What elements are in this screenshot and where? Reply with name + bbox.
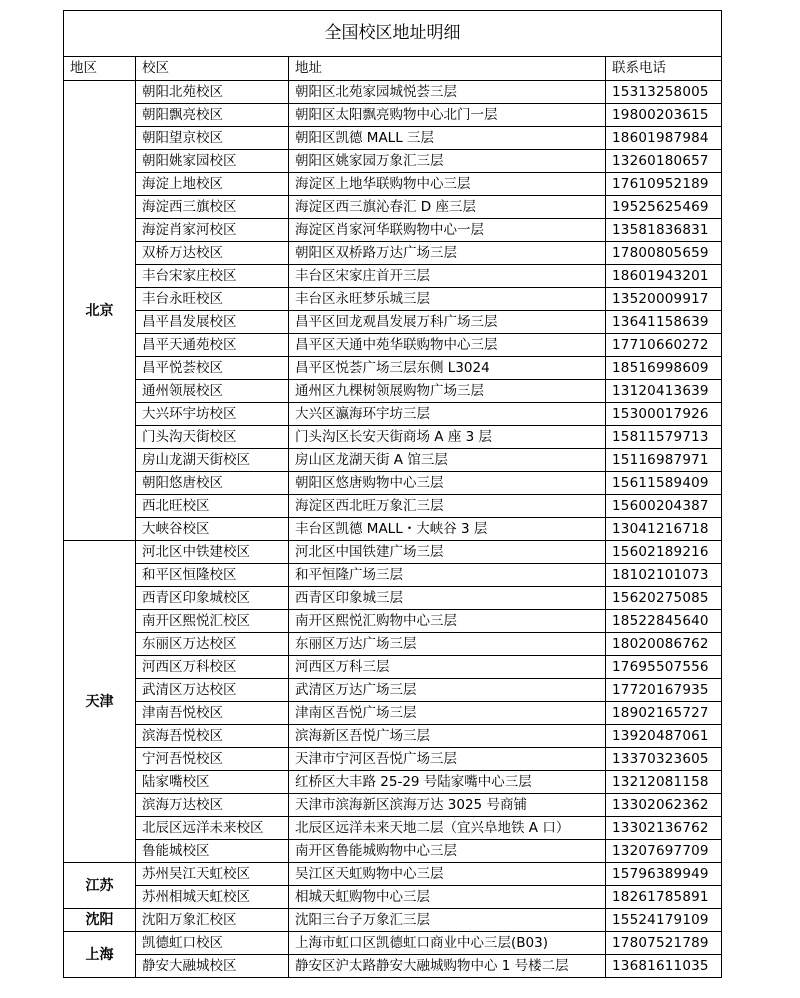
address-cell: 朝阳区太阳飘亮购物中心北门一层 [289, 104, 606, 127]
address-cell: 和平恒隆广场三层 [289, 564, 606, 587]
campus-cell: 双桥万达校区 [136, 242, 289, 265]
campus-cell: 静安大融城校区 [136, 955, 289, 978]
phone-cell: 15620275085 [606, 587, 722, 610]
campus-cell: 河北区中铁建校区 [136, 541, 289, 564]
campus-cell: 房山龙湖天街校区 [136, 449, 289, 472]
campus-cell: 丰台宋家庄校区 [136, 265, 289, 288]
campus-cell: 昌平悦荟校区 [136, 357, 289, 380]
address-cell: 丰台区宋家庄首开三层 [289, 265, 606, 288]
campus-cell: 门头沟天街校区 [136, 426, 289, 449]
header-campus: 校区 [136, 57, 289, 81]
phone-cell: 15600204387 [606, 495, 722, 518]
address-cell: 昌平区天通中苑华联购物中心三层 [289, 334, 606, 357]
campus-cell: 鲁能城校区 [136, 840, 289, 863]
header-phone: 联系电话 [606, 57, 722, 81]
phone-cell: 18102101073 [606, 564, 722, 587]
table-row [64, 633, 722, 656]
address-cell: 沈阳三台子万象汇三层 [289, 909, 606, 932]
phone-cell: 13212081158 [606, 771, 722, 794]
address-cell: 房山区龙湖天街 A 馆三层 [289, 449, 606, 472]
table-row [64, 840, 722, 863]
address-cell: 天津市滨海新区滨海万达 3025 号商铺 [289, 794, 606, 817]
address-cell: 静安区沪太路静安大融城购物中心 1 号楼二层 [289, 955, 606, 978]
address-cell: 昌平区悦荟广场三层东侧 L3024 [289, 357, 606, 380]
phone-cell: 17807521789 [606, 932, 722, 955]
campus-cell: 丰台永旺校区 [136, 288, 289, 311]
address-cell: 丰台区永旺梦乐城三层 [289, 288, 606, 311]
campus-cell: 昌平昌发展校区 [136, 311, 289, 334]
campus-cell: 津南吾悦校区 [136, 702, 289, 725]
table-row [64, 909, 722, 932]
address-cell: 天津市宁河区吾悦广场三层 [289, 748, 606, 771]
campus-cell: 东丽区万达校区 [136, 633, 289, 656]
phone-cell: 13120413639 [606, 380, 722, 403]
campus-cell: 北辰区远洋未来校区 [136, 817, 289, 840]
table-row [64, 219, 722, 242]
address-cell: 武清区万达广场三层 [289, 679, 606, 702]
campus-cell: 朝阳悠唐校区 [136, 472, 289, 495]
campus-cell: 凯德虹口校区 [136, 932, 289, 955]
table-row [64, 104, 722, 127]
address-cell: 西青区印象城三层 [289, 587, 606, 610]
phone-cell: 18020086762 [606, 633, 722, 656]
address-cell: 北辰区远洋未来天地二层（宜兴阜地铁 A 口） [289, 817, 606, 840]
table-row [64, 242, 722, 265]
header-address: 地址 [289, 57, 606, 81]
address-cell: 海淀区西三旗沁春汇 D 座三层 [289, 196, 606, 219]
phone-cell: 17800805659 [606, 242, 722, 265]
table-row [64, 564, 722, 587]
campus-cell: 陆家嘴校区 [136, 771, 289, 794]
address-cell: 南开区鲁能城购物中心三层 [289, 840, 606, 863]
phone-cell: 15524179109 [606, 909, 722, 932]
phone-cell: 15116987971 [606, 449, 722, 472]
address-cell: 河西区万科三层 [289, 656, 606, 679]
phone-cell: 13681611035 [606, 955, 722, 978]
address-cell: 门头沟区长安天街商场 A 座 3 层 [289, 426, 606, 449]
table-row [64, 955, 722, 978]
address-cell: 通州区九棵树领展购物广场三层 [289, 380, 606, 403]
address-document [63, 10, 721, 978]
campus-cell: 通州领展校区 [136, 380, 289, 403]
campus-cell: 南开区熙悦汇校区 [136, 610, 289, 633]
table-row [64, 150, 722, 173]
address-cell: 河北区中国铁建广场三层 [289, 541, 606, 564]
address-cell: 海淀区上地华联购物中心三层 [289, 173, 606, 196]
table-row [64, 656, 722, 679]
address-cell: 朝阳区北苑家园城悦荟三层 [289, 81, 606, 104]
table-title: 全国校区地址明细 [64, 11, 722, 57]
region-cell: 上海 [64, 932, 136, 978]
table-row [64, 610, 722, 633]
phone-cell: 18902165727 [606, 702, 722, 725]
campus-cell: 朝阳飘亮校区 [136, 104, 289, 127]
address-cell: 朝阳区姚家园万象汇三层 [289, 150, 606, 173]
address-cell: 相城天虹购物中心三层 [289, 886, 606, 909]
address-cell: 海淀区西北旺万象汇三层 [289, 495, 606, 518]
table-row [64, 702, 722, 725]
phone-cell: 13641158639 [606, 311, 722, 334]
address-cell: 海淀区肖家河华联购物中心一层 [289, 219, 606, 242]
address-cell: 朝阳区悠唐购物中心三层 [289, 472, 606, 495]
address-cell: 昌平区回龙观昌发展万科广场三层 [289, 311, 606, 334]
campus-cell: 西北旺校区 [136, 495, 289, 518]
phone-cell: 17710660272 [606, 334, 722, 357]
address-cell: 滨海新区吾悦广场三层 [289, 725, 606, 748]
table-row [64, 817, 722, 840]
campus-cell: 海淀西三旗校区 [136, 196, 289, 219]
table-row [64, 380, 722, 403]
address-cell: 津南区吾悦广场三层 [289, 702, 606, 725]
campus-cell: 西青区印象城校区 [136, 587, 289, 610]
table-row [64, 932, 722, 955]
phone-cell: 13370323605 [606, 748, 722, 771]
campus-cell: 海淀上地校区 [136, 173, 289, 196]
campus-cell: 滨海吾悦校区 [136, 725, 289, 748]
phone-cell: 15300017926 [606, 403, 722, 426]
campus-cell: 海淀肖家河校区 [136, 219, 289, 242]
table-row [64, 863, 722, 886]
phone-cell: 15811579713 [606, 426, 722, 449]
table-row [64, 426, 722, 449]
phone-cell: 18522845640 [606, 610, 722, 633]
address-cell: 大兴区瀛海环宇坊三层 [289, 403, 606, 426]
region-cell: 天津 [64, 541, 136, 863]
address-cell: 上海市虹口区凯德虹口商业中心三层(B03) [289, 932, 606, 955]
campus-cell: 和平区恒隆校区 [136, 564, 289, 587]
address-cell: 东丽区万达广场三层 [289, 633, 606, 656]
header-region: 地区 [64, 57, 136, 81]
campus-cell: 朝阳姚家园校区 [136, 150, 289, 173]
header-row [64, 57, 722, 81]
campus-cell: 昌平天通苑校区 [136, 334, 289, 357]
phone-cell: 13520009917 [606, 288, 722, 311]
campus-cell: 大峡谷校区 [136, 518, 289, 541]
phone-cell: 17695507556 [606, 656, 722, 679]
phone-cell: 15796389949 [606, 863, 722, 886]
region-cell: 沈阳 [64, 909, 136, 932]
region-cell: 江苏 [64, 863, 136, 909]
campus-cell: 沈阳万象汇校区 [136, 909, 289, 932]
campus-cell: 朝阳北苑校区 [136, 81, 289, 104]
campus-cell: 大兴环宇坊校区 [136, 403, 289, 426]
phone-cell: 15602189216 [606, 541, 722, 564]
address-cell: 丰台区凯德 MALL・大峡谷 3 层 [289, 518, 606, 541]
campus-cell: 武清区万达校区 [136, 679, 289, 702]
address-cell: 朝阳区双桥路万达广场三层 [289, 242, 606, 265]
campus-cell: 苏州相城天虹校区 [136, 886, 289, 909]
table-row [64, 196, 722, 219]
table-row [64, 771, 722, 794]
campus-cell: 河西区万科校区 [136, 656, 289, 679]
phone-cell: 17610952189 [606, 173, 722, 196]
phone-cell: 19800203615 [606, 104, 722, 127]
table-row [64, 127, 722, 150]
table-row [64, 334, 722, 357]
address-cell: 吴江区天虹购物中心三层 [289, 863, 606, 886]
phone-cell: 15611589409 [606, 472, 722, 495]
phone-cell: 13041216718 [606, 518, 722, 541]
address-cell: 红桥区大丰路 25-29 号陆家嘴中心三层 [289, 771, 606, 794]
phone-cell: 13581836831 [606, 219, 722, 242]
title-row [64, 11, 722, 57]
phone-cell: 13302062362 [606, 794, 722, 817]
table-row [64, 449, 722, 472]
phone-cell: 15313258005 [606, 81, 722, 104]
region-cell: 北京 [64, 81, 136, 541]
campus-cell: 朝阳望京校区 [136, 127, 289, 150]
phone-cell: 13302136762 [606, 817, 722, 840]
table-row [64, 265, 722, 288]
table-row [64, 587, 722, 610]
table-row [64, 748, 722, 771]
table-row [64, 472, 722, 495]
table-row [64, 886, 722, 909]
phone-cell: 13207697709 [606, 840, 722, 863]
phone-cell: 13920487061 [606, 725, 722, 748]
table-row [64, 357, 722, 380]
phone-cell: 18261785891 [606, 886, 722, 909]
campus-address-table [63, 10, 722, 978]
table-row [64, 725, 722, 748]
table-row [64, 495, 722, 518]
table-row [64, 518, 722, 541]
table-row [64, 541, 722, 564]
address-cell: 南开区熙悦汇购物中心三层 [289, 610, 606, 633]
table-row [64, 288, 722, 311]
table-row [64, 403, 722, 426]
phone-cell: 17720167935 [606, 679, 722, 702]
table-row [64, 81, 722, 104]
campus-cell: 苏州吴江天虹校区 [136, 863, 289, 886]
phone-cell: 19525625469 [606, 196, 722, 219]
phone-cell: 18601987984 [606, 127, 722, 150]
address-cell: 朝阳区凯德 MALL 三层 [289, 127, 606, 150]
table-row [64, 679, 722, 702]
phone-cell: 18601943201 [606, 265, 722, 288]
phone-cell: 18516998609 [606, 357, 722, 380]
table-row [64, 173, 722, 196]
campus-cell: 宁河吾悦校区 [136, 748, 289, 771]
phone-cell: 13260180657 [606, 150, 722, 173]
table-row [64, 794, 722, 817]
table-row [64, 311, 722, 334]
campus-cell: 滨海万达校区 [136, 794, 289, 817]
